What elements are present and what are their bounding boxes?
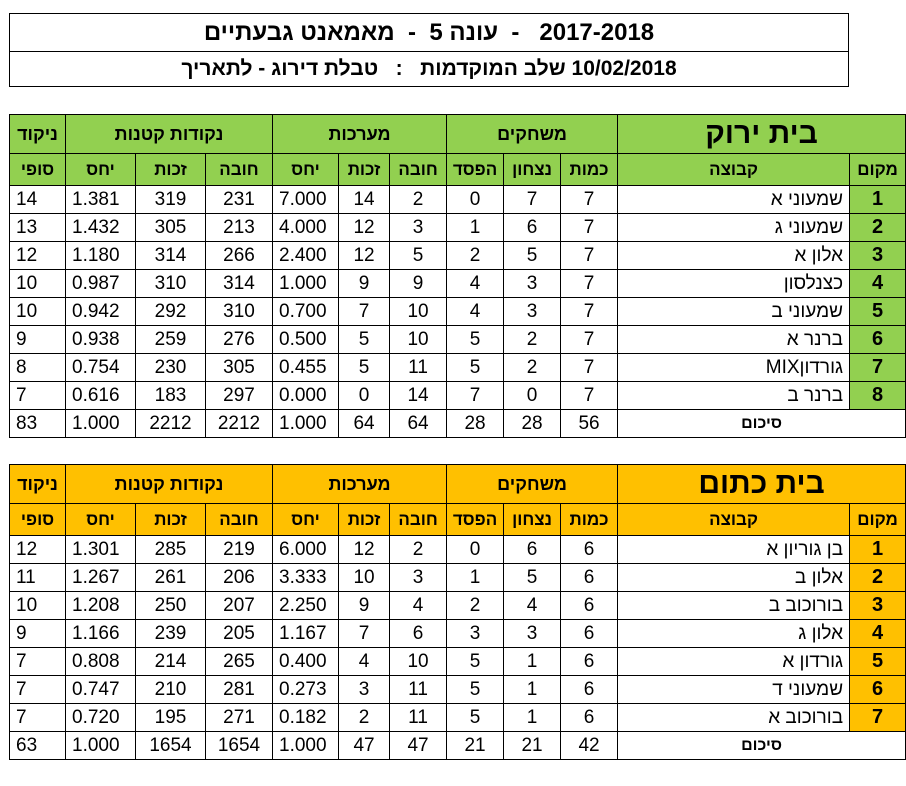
table-row [10, 326, 906, 354]
sets-against-header: חובה [390, 504, 447, 536]
summary-score: 83 [10, 410, 66, 438]
cell-pts-against: 310 [206, 298, 273, 326]
summary-row [10, 732, 906, 760]
cell-played: 6 [561, 620, 618, 648]
header-row-groups [10, 465, 906, 504]
cell-won: 4 [504, 592, 561, 620]
table-row [10, 620, 906, 648]
cell-pts-for: 183 [136, 382, 206, 410]
sets-group-header: מערכות [273, 115, 447, 154]
cell-sets-ratio: 2.250 [273, 592, 339, 620]
table-row [10, 242, 906, 270]
cell-sets-ratio: 0.500 [273, 326, 339, 354]
cell-played: 6 [561, 536, 618, 564]
table-row [10, 354, 906, 382]
cell-sets-against: 9 [390, 270, 447, 298]
played-header: כמות [561, 504, 618, 536]
table-row [10, 592, 906, 620]
cell-score: 14 [10, 186, 66, 214]
points-group-header: נקודות קטנות [66, 465, 273, 504]
cell-team: שמעוני ב [618, 298, 850, 326]
cell-pts-for: 210 [136, 676, 206, 704]
sets-against-header: חובה [390, 154, 447, 186]
summary-label: סיכום [618, 732, 906, 760]
summary-lost: 28 [447, 410, 504, 438]
cell-score: 13 [10, 214, 66, 242]
cell-pts-against: 206 [206, 564, 273, 592]
team-header: קבוצה [618, 504, 850, 536]
summary-pts-against: 2212 [206, 410, 273, 438]
header-row-columns [10, 154, 906, 186]
cell-pts-against: 266 [206, 242, 273, 270]
cell-rank: 3 [850, 242, 906, 270]
summary-lost: 21 [447, 732, 504, 760]
cell-team: גורדוןMIX [618, 354, 850, 382]
cell-score: 7 [10, 676, 66, 704]
score-header-bottom: סופי [10, 154, 66, 186]
cell-pts-for: 292 [136, 298, 206, 326]
summary-won: 21 [504, 732, 561, 760]
points-against-header: חובה [206, 504, 273, 536]
cell-played: 7 [561, 214, 618, 242]
table-row [10, 564, 906, 592]
cell-won: 1 [504, 704, 561, 732]
cell-rank: 6 [850, 326, 906, 354]
cell-sets-for: 14 [339, 186, 390, 214]
cell-lost: 1 [447, 564, 504, 592]
cell-lost: 1 [447, 214, 504, 242]
summary-played: 42 [561, 732, 618, 760]
header-row-columns [10, 504, 906, 536]
cell-won: 3 [504, 298, 561, 326]
points-against-header: חובה [206, 154, 273, 186]
cell-sets-ratio: 4.000 [273, 214, 339, 242]
cell-sets-for: 3 [339, 676, 390, 704]
cell-rank: 8 [850, 382, 906, 410]
won-header: נצחון [504, 504, 561, 536]
cell-team: גורדון א [618, 648, 850, 676]
rank-header: מקום [850, 154, 906, 186]
cell-won: 3 [504, 620, 561, 648]
cell-sets-for: 4 [339, 648, 390, 676]
cell-sets-against: 3 [390, 214, 447, 242]
cell-lost: 0 [447, 536, 504, 564]
cell-played: 6 [561, 676, 618, 704]
cell-lost: 2 [447, 592, 504, 620]
cell-team: שמעוני ד [618, 676, 850, 704]
cell-sets-ratio: 0.700 [273, 298, 339, 326]
sets-group-header: מערכות [273, 465, 447, 504]
cell-team: שמעוני ג [618, 214, 850, 242]
points-ratio-header: יחס [66, 504, 136, 536]
header-row-groups [10, 115, 906, 154]
cell-pts-ratio: 0.720 [66, 704, 136, 732]
cell-played: 6 [561, 564, 618, 592]
cell-played: 7 [561, 326, 618, 354]
cell-score: 7 [10, 704, 66, 732]
summary-pts-ratio: 1.000 [66, 732, 136, 760]
games-group-header: משחקים [447, 465, 618, 504]
cell-score: 7 [10, 648, 66, 676]
cell-team: שמעוני א [618, 186, 850, 214]
cell-won: 3 [504, 270, 561, 298]
points-for-header: זכות [136, 154, 206, 186]
cell-team: ברנר ב [618, 382, 850, 410]
cell-sets-against: 3 [390, 564, 447, 592]
summary-pts-against: 1654 [206, 732, 273, 760]
cell-pts-for: 310 [136, 270, 206, 298]
cell-sets-against: 2 [390, 536, 447, 564]
summary-sets-for: 47 [339, 732, 390, 760]
cell-won: 5 [504, 242, 561, 270]
cell-sets-ratio: 6.000 [273, 536, 339, 564]
cell-sets-ratio: 7.000 [273, 186, 339, 214]
cell-team: כצנלסון [618, 270, 850, 298]
group-title: בית כתום [618, 465, 906, 504]
table-row [10, 648, 906, 676]
cell-sets-ratio: 0.182 [273, 704, 339, 732]
cell-lost: 7 [447, 382, 504, 410]
cell-pts-against: 231 [206, 186, 273, 214]
team-header: קבוצה [618, 154, 850, 186]
score-header-top: ניקוד [10, 115, 66, 154]
cell-pts-against: 281 [206, 676, 273, 704]
cell-pts-against: 205 [206, 620, 273, 648]
cell-played: 7 [561, 382, 618, 410]
cell-pts-for: 314 [136, 242, 206, 270]
cell-pts-against: 314 [206, 270, 273, 298]
cell-pts-for: 259 [136, 326, 206, 354]
cell-sets-for: 5 [339, 354, 390, 382]
points-ratio-header: יחס [66, 154, 136, 186]
cell-pts-against: 265 [206, 648, 273, 676]
sets-for-header: זכות [339, 154, 390, 186]
cell-lost: 4 [447, 298, 504, 326]
cell-sets-for: 9 [339, 270, 390, 298]
page-subtitle: 10/02/2018 שלב המוקדמות : טבלת דירוג - לתאריך [9, 51, 849, 87]
cell-sets-for: 12 [339, 536, 390, 564]
cell-sets-against: 10 [390, 648, 447, 676]
cell-rank: 7 [850, 354, 906, 382]
cell-won: 0 [504, 382, 561, 410]
cell-won: 6 [504, 536, 561, 564]
cell-pts-for: 195 [136, 704, 206, 732]
cell-won: 7 [504, 186, 561, 214]
cell-score: 10 [10, 270, 66, 298]
summary-row [10, 410, 906, 438]
cell-pts-for: 230 [136, 354, 206, 382]
cell-lost: 5 [447, 648, 504, 676]
cell-played: 7 [561, 186, 618, 214]
cell-team: ברנר א [618, 326, 850, 354]
cell-team: בורוכוב ב [618, 592, 850, 620]
cell-sets-for: 12 [339, 242, 390, 270]
cell-pts-for: 214 [136, 648, 206, 676]
cell-rank: 1 [850, 536, 906, 564]
score-header-top: ניקוד [10, 465, 66, 504]
cell-pts-against: 276 [206, 326, 273, 354]
cell-sets-against: 11 [390, 676, 447, 704]
cell-pts-ratio: 1.267 [66, 564, 136, 592]
cell-rank: 2 [850, 564, 906, 592]
summary-sets-for: 64 [339, 410, 390, 438]
cell-rank: 6 [850, 676, 906, 704]
cell-lost: 3 [447, 620, 504, 648]
cell-team: אלון א [618, 242, 850, 270]
cell-pts-against: 213 [206, 214, 273, 242]
cell-won: 1 [504, 648, 561, 676]
cell-pts-against: 305 [206, 354, 273, 382]
cell-pts-ratio: 0.987 [66, 270, 136, 298]
cell-score: 7 [10, 382, 66, 410]
cell-played: 6 [561, 592, 618, 620]
cell-lost: 4 [447, 270, 504, 298]
cell-sets-against: 11 [390, 704, 447, 732]
cell-sets-against: 14 [390, 382, 447, 410]
cell-pts-ratio: 1.301 [66, 536, 136, 564]
cell-sets-ratio: 0.400 [273, 648, 339, 676]
cell-rank: 4 [850, 270, 906, 298]
cell-score: 10 [10, 298, 66, 326]
summary-won: 28 [504, 410, 561, 438]
cell-rank: 5 [850, 648, 906, 676]
cell-won: 1 [504, 676, 561, 704]
sets-ratio-header: יחס [273, 154, 339, 186]
cell-sets-for: 2 [339, 704, 390, 732]
table-row [10, 676, 906, 704]
played-header: כמות [561, 154, 618, 186]
cell-lost: 5 [447, 676, 504, 704]
cell-rank: 1 [850, 186, 906, 214]
cell-team: אלון ב [618, 564, 850, 592]
cell-pts-for: 285 [136, 536, 206, 564]
cell-pts-for: 239 [136, 620, 206, 648]
cell-sets-against: 4 [390, 592, 447, 620]
lost-header: הפסד [447, 154, 504, 186]
cell-sets-for: 10 [339, 564, 390, 592]
cell-lost: 2 [447, 242, 504, 270]
points-for-header: זכות [136, 504, 206, 536]
table-row [10, 186, 906, 214]
cell-played: 7 [561, 298, 618, 326]
cell-pts-ratio: 0.616 [66, 382, 136, 410]
summary-played: 56 [561, 410, 618, 438]
lost-header: הפסד [447, 504, 504, 536]
games-group-header: משחקים [447, 115, 618, 154]
cell-pts-ratio: 1.381 [66, 186, 136, 214]
cell-sets-for: 7 [339, 620, 390, 648]
cell-score: 9 [10, 326, 66, 354]
cell-sets-against: 10 [390, 298, 447, 326]
cell-rank: 7 [850, 704, 906, 732]
table-row [10, 214, 906, 242]
cell-sets-ratio: 0.273 [273, 676, 339, 704]
summary-score: 63 [10, 732, 66, 760]
score-header-bottom: סופי [10, 504, 66, 536]
cell-sets-for: 5 [339, 326, 390, 354]
table-row [10, 298, 906, 326]
cell-score: 12 [10, 242, 66, 270]
cell-lost: 5 [447, 354, 504, 382]
cell-won: 2 [504, 326, 561, 354]
cell-score: 10 [10, 592, 66, 620]
cell-rank: 3 [850, 592, 906, 620]
summary-pts-for: 2212 [136, 410, 206, 438]
cell-pts-ratio: 0.747 [66, 676, 136, 704]
table-row [10, 270, 906, 298]
page-title: 2017-2018 - עונה 5 - מאמאנט גבעתיים [9, 13, 849, 52]
cell-won: 5 [504, 564, 561, 592]
cell-pts-ratio: 0.808 [66, 648, 136, 676]
summary-label: סיכום [618, 410, 906, 438]
cell-played: 7 [561, 354, 618, 382]
cell-sets-ratio: 0.000 [273, 382, 339, 410]
cell-pts-against: 297 [206, 382, 273, 410]
cell-pts-ratio: 0.938 [66, 326, 136, 354]
rank-header: מקום [850, 504, 906, 536]
cell-rank: 4 [850, 620, 906, 648]
cell-sets-for: 7 [339, 298, 390, 326]
cell-sets-against: 5 [390, 242, 447, 270]
table-row [10, 536, 906, 564]
won-header: נצחון [504, 154, 561, 186]
cell-pts-ratio: 1.432 [66, 214, 136, 242]
cell-pts-for: 305 [136, 214, 206, 242]
cell-sets-against: 10 [390, 326, 447, 354]
cell-pts-ratio: 1.208 [66, 592, 136, 620]
cell-score: 12 [10, 536, 66, 564]
cell-pts-ratio: 0.754 [66, 354, 136, 382]
cell-sets-for: 12 [339, 214, 390, 242]
green-group-table [9, 114, 906, 438]
cell-rank: 2 [850, 214, 906, 242]
cell-score: 9 [10, 620, 66, 648]
group-title: בית ירוק [618, 115, 906, 154]
summary-pts-ratio: 1.000 [66, 410, 136, 438]
cell-won: 6 [504, 214, 561, 242]
table-row [10, 382, 906, 410]
cell-pts-for: 319 [136, 186, 206, 214]
cell-pts-against: 271 [206, 704, 273, 732]
cell-team: בן גוריון א [618, 536, 850, 564]
cell-sets-for: 0 [339, 382, 390, 410]
cell-sets-ratio: 1.000 [273, 270, 339, 298]
summary-pts-for: 1654 [136, 732, 206, 760]
cell-pts-ratio: 1.166 [66, 620, 136, 648]
cell-sets-ratio: 0.455 [273, 354, 339, 382]
cell-played: 7 [561, 270, 618, 298]
cell-sets-against: 11 [390, 354, 447, 382]
cell-played: 6 [561, 648, 618, 676]
cell-sets-ratio: 3.333 [273, 564, 339, 592]
summary-sets-against: 64 [390, 410, 447, 438]
summary-sets-against: 47 [390, 732, 447, 760]
cell-sets-for: 9 [339, 592, 390, 620]
cell-pts-ratio: 0.942 [66, 298, 136, 326]
cell-pts-against: 207 [206, 592, 273, 620]
cell-pts-for: 250 [136, 592, 206, 620]
cell-score: 8 [10, 354, 66, 382]
sets-ratio-header: יחס [273, 504, 339, 536]
cell-pts-against: 219 [206, 536, 273, 564]
cell-played: 6 [561, 704, 618, 732]
cell-pts-ratio: 1.180 [66, 242, 136, 270]
cell-team: בורוכוב א [618, 704, 850, 732]
cell-sets-ratio: 2.400 [273, 242, 339, 270]
table-row [10, 704, 906, 732]
gold-group-table [9, 464, 906, 760]
summary-sets-ratio: 1.000 [273, 410, 339, 438]
cell-team: אלון ג [618, 620, 850, 648]
cell-sets-against: 2 [390, 186, 447, 214]
summary-sets-ratio: 1.000 [273, 732, 339, 760]
cell-sets-ratio: 1.167 [273, 620, 339, 648]
cell-pts-for: 261 [136, 564, 206, 592]
cell-lost: 5 [447, 704, 504, 732]
cell-won: 2 [504, 354, 561, 382]
cell-lost: 5 [447, 326, 504, 354]
cell-score: 11 [10, 564, 66, 592]
cell-sets-against: 6 [390, 620, 447, 648]
cell-lost: 0 [447, 186, 504, 214]
cell-rank: 5 [850, 298, 906, 326]
points-group-header: נקודות קטנות [66, 115, 273, 154]
cell-played: 7 [561, 242, 618, 270]
sets-for-header: זכות [339, 504, 390, 536]
